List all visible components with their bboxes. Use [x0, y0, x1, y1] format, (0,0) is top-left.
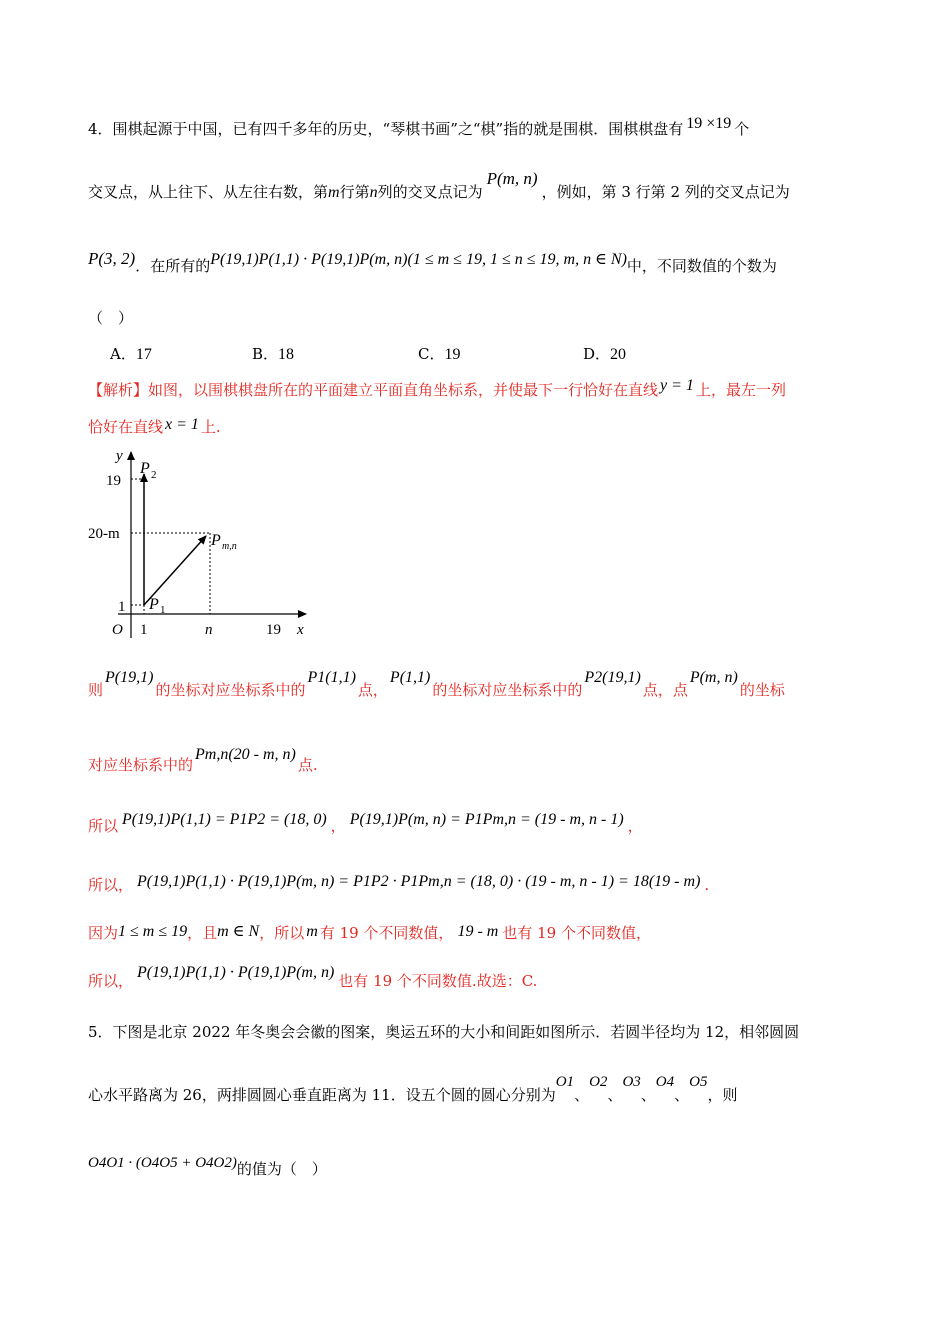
x-tick-n: n	[205, 622, 213, 638]
q5-line-3: O4O1 · (O4O5 + O4O2)的值为（ ）	[88, 1155, 327, 1178]
y-tick-1: 1	[118, 599, 126, 615]
analysis-tag: 【解析】	[88, 381, 149, 399]
x-tick-1: 1	[140, 622, 148, 638]
x-axis-label: x	[297, 622, 304, 638]
pmn-label: P	[211, 532, 221, 549]
q4-paren: （ ）	[88, 309, 134, 327]
q4-line-2: 交叉点，从上往下、从左往右数，第m行第n列的交叉点记为P(m, n)，例如，第 3 行第 2 列的交叉点记为	[88, 169, 790, 201]
q4-line-1: 4．围棋起源于中国，已有四千多年的历史，“琴棋书画”之“棋”指的就是围棋．围棋棋盘有 19 ×19 个	[88, 115, 750, 138]
analysis-line-4: 对应坐标系中的Pm,n(20 - m, n)点.	[88, 746, 318, 774]
p2-sub: 2	[151, 469, 157, 481]
p2-label: P	[140, 460, 150, 477]
analysis-line-1: 【解析】如图，以围棋棋盘所在的平面建立平面直角坐标系，并使最下一行恰好在直线 y = 1 上，最左一列	[88, 377, 786, 399]
p1-label: P	[149, 596, 159, 613]
analysis-line-8: 所以， P(19,1)P(1,1) · P(19,1)P(m, n) 也有 19 个不同数值.故选：C.	[88, 964, 538, 990]
option-b[interactable]: B．18	[252, 345, 295, 363]
analysis-line-2: 恰好在直线 x = 1 上.	[88, 416, 221, 436]
origin-label: O	[112, 622, 123, 638]
option-c[interactable]: C．19	[418, 345, 461, 363]
p1-sub: 1	[160, 604, 166, 616]
vector-p1-pmn	[144, 536, 206, 605]
analysis-line-6: 所以， P(19,1)P(1,1) · P(19,1)P(m, n) = P1P2 · P1Pm,n = (18, 0) · (19 - m, n - 1) = 18(19 - m) .	[88, 873, 710, 894]
q5-line-1: 5．下图是北京 2022 年冬奥会会徽的图案，奥运五环的大小和间距如图所示．若圆半径均为 12，相邻圆圆	[88, 1023, 800, 1041]
pmn-sub: m,n	[222, 541, 237, 552]
q4-line-3: P(3, 2)．在所有的P(19,1)P(1,1) · P(19,1)P(m, n)(1 ≤ m ≤ 19, 1 ≤ n ≤ 19, m, n ∈ N)中，不同数值的个数为	[88, 249, 777, 275]
option-d[interactable]: D．20	[583, 345, 627, 363]
y-axis-label: y	[116, 448, 123, 464]
y-tick-20m: 20-m	[88, 526, 120, 542]
analysis-line-3: 则P(19,1)的坐标对应坐标系中的P1(1,1)点，P(1,1)的坐标对应坐标系中的P2(19,1)点，点P(m, n)的坐标	[88, 669, 785, 699]
x-tick-19: 19	[266, 622, 281, 638]
analysis-line-5: 所以 P(19,1)P(1,1) = P1P2 = (18, 0) ， P(19,1)P(m, n) = P1Pm,n = (19 - m, n - 1) ，	[88, 811, 643, 835]
option-a[interactable]: A．17	[110, 345, 152, 363]
y-tick-19: 19	[106, 473, 121, 489]
q5-line-2: 心水平路离为 26，两排圆圆心垂直距离为 11．设五个圆的圆心分别为O1、O2、O3、O4、O5，则	[88, 1074, 738, 1104]
coordinate-figure	[86, 446, 316, 646]
analysis-line-7: 因为1 ≤ m ≤ 19，且m ∈ N，所以 m 有 19 个不同数值， 19 - m 也有 19 个不同数值，	[88, 923, 651, 942]
